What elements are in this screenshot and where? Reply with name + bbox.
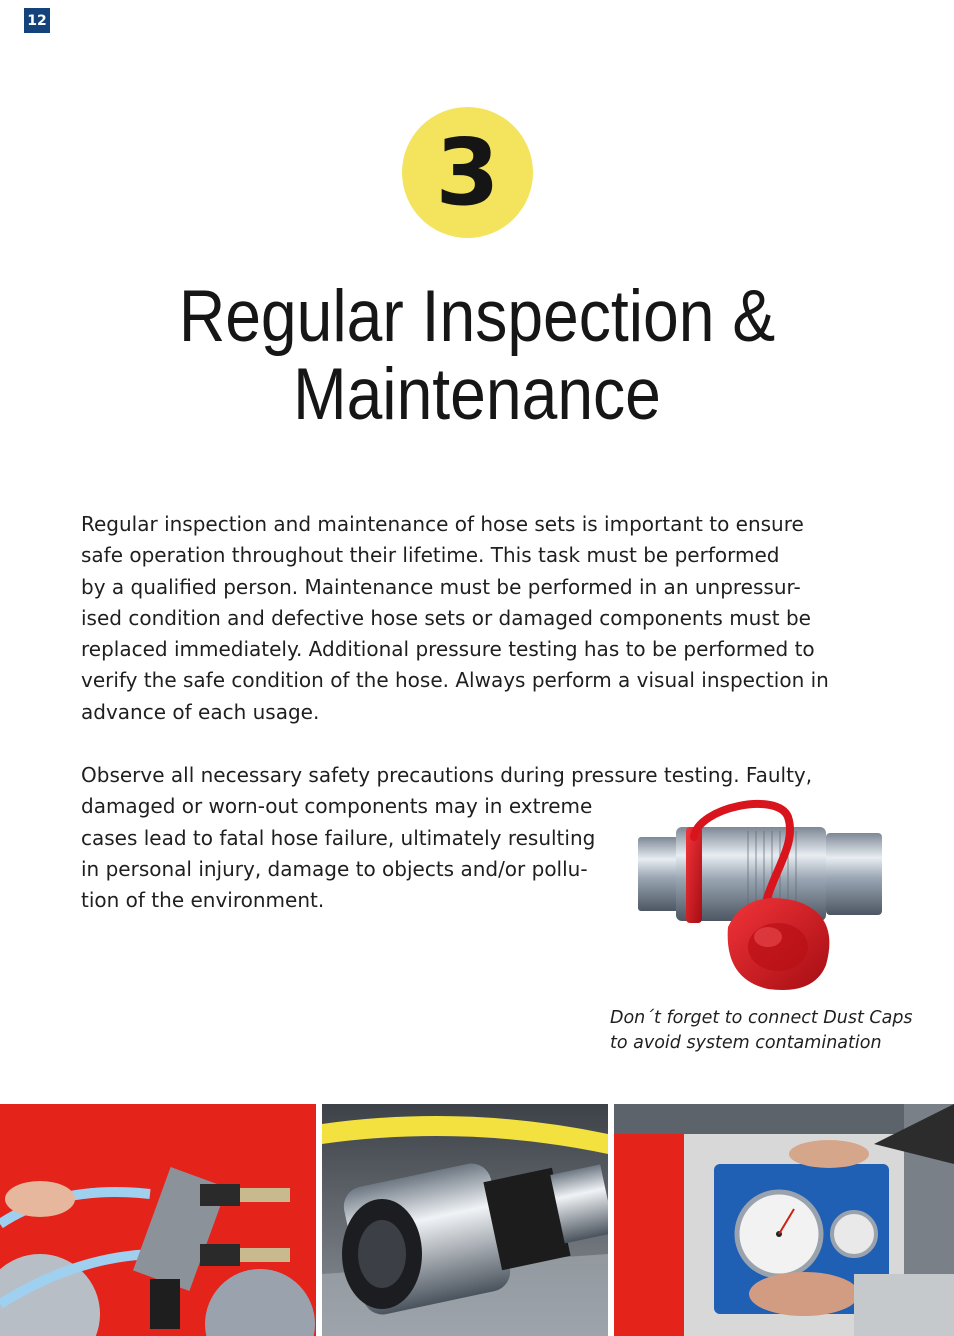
title-line: Regular Inspection & [178,276,776,357]
quick-coupling-photo [322,1104,608,1336]
caption-line: Don´t forget to connect Dust Caps [610,1008,913,1028]
text-line: cases lead to fatal hose failure, ultimately resulting [81,825,596,850]
manifold-connection-photo [0,1104,316,1336]
text-line: verify the safe condition of the hose. Always perform a visual inspection in [81,668,829,693]
dust-cap-coupling-image [628,797,890,997]
text-line: by a qualified person. Maintenance must be performed in an unpressur- [81,574,801,599]
text-line: ised condition and defective hose sets or damaged components must be [81,605,811,630]
text-line: advance of each usage. [81,699,320,724]
page-title [57,278,897,434]
page-number: 12 [24,8,50,33]
chapter-number-badge: 3 [402,107,533,238]
text-line: damaged or worn-out components may in extreme [81,794,593,819]
text-line: Regular inspection and maintenance of hose sets is important to ensure [81,512,804,536]
pressure-tester-photo [614,1104,954,1336]
text-line: safe operation throughout their lifetime. This task must be performed [81,543,780,568]
text-line: in personal injury, damage to objects and/or pollu- [81,856,588,881]
text-line: replaced immediately. Additional pressure testing has to be performed to [81,637,815,662]
title-line: Maintenance [293,354,661,435]
figure-caption [610,1006,913,1056]
text-line: tion of the environment. [81,888,325,913]
intro-paragraph [81,509,829,728]
caption-line: to avoid system contamination [610,1033,882,1053]
text-line: Observe all necessary safety precautions during pressure testing. Faulty, [81,763,813,787]
